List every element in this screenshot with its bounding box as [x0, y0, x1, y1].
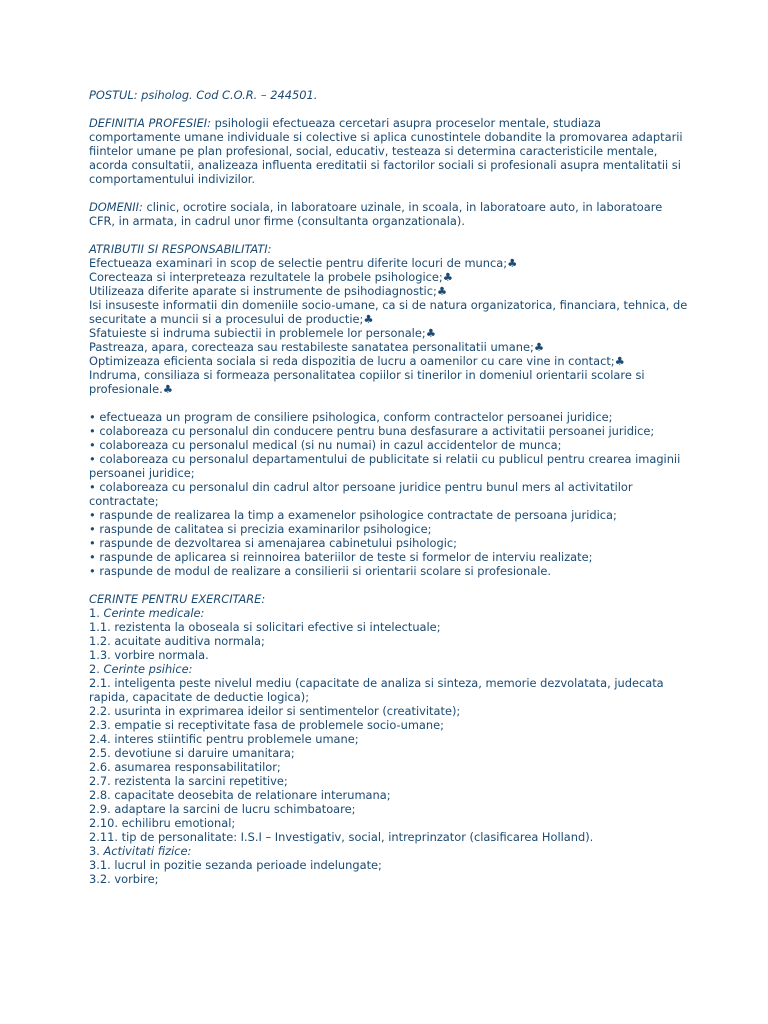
requirement-item: 2.3. empatie si receptivitate fasa de problemele socio-umane; — [89, 718, 444, 732]
requirement-item: 2.4. interes stiintific pentru problemele umane; — [89, 732, 359, 746]
bullet-icon: • — [89, 564, 96, 578]
group-title: 2. Cerinte psihice: — [89, 662, 193, 676]
requirement-item: 1.2. acuitate auditiva normala; — [89, 634, 265, 648]
bullet-item: • raspunde de calitatea si precizia examinarilor psihologice; — [89, 522, 432, 536]
duty-item: Optimizeaza eficienta sociala si reda dispozitia de lucru a oamenilor cu care vine in contact;♣ — [89, 354, 625, 368]
bullet-icon: • — [89, 410, 96, 424]
document-body — [89, 88, 689, 886]
duty-item: Utilizeaza diferite aparate si instrumente de psihodiagnostic;♣ — [89, 284, 448, 298]
duty-item: Isi insuseste informatii din domeniile socio-umane, ca si de natura organizatorica, financiara, tehnica, de securitate a muncii si a procesului de productie;♣ — [89, 298, 688, 326]
duty-item: Indruma, consiliaza si formeaza personalitatea copiilor si tinerilor in domeniul orientarii scolare si profesionale.♣ — [89, 368, 645, 396]
bullet-item: • colaboreaza cu personalul medical (si nu numai) in cazul accidentelor de munca; — [89, 438, 562, 452]
club-icon: ♣ — [533, 340, 545, 354]
duty-item: Corecteaza si interpreteaza rezultatele la probele psihologice;♣ — [89, 270, 453, 284]
requirement-group-physical — [89, 844, 689, 886]
requirement-item: 3.2. vorbire; — [89, 872, 159, 886]
bullet-icon: • — [89, 452, 96, 466]
requirement-item: 2.11. tip de personalitate: I.S.I – Investigativ, social, intreprinzator (clasificarea Holland). — [89, 830, 594, 844]
domains-paragraph — [89, 200, 689, 228]
requirement-item: 2.9. adaptare la sarcini de lucru schimbatoare; — [89, 802, 356, 816]
domains-text: clinic, ocrotire sociala, in laboratoare uzinale, in scoala, in laboratoare auto, in laboratoare CFR, in armata, in cadrul unor firme (consultanta organzationala). — [89, 200, 663, 228]
bullet-icon: • — [89, 522, 96, 536]
requirement-item: 3.1. lucrul in pozitie sezanda perioade indelungate; — [89, 858, 382, 872]
club-icon: ♣ — [507, 256, 518, 270]
duties-list — [89, 256, 689, 396]
duties-heading: ATRIBUTII SI RESPONSABILITATI: — [89, 242, 272, 256]
club-icon: ♣ — [442, 270, 453, 284]
bullet-item: • colaboreaza cu personalul din cadrul altor persoane juridice pentru bunul mers al activitatilor contractate; — [89, 480, 633, 508]
bullet-item: • colaboreaza cu personalul departamentului de publicitate si relatii cu publicul pentru crearea imaginii persoanei juridice; — [89, 452, 681, 480]
requirement-item: 1.1. rezistenta la oboseala si solicitari efective si intelectuale; — [89, 620, 441, 634]
requirement-group-psychic — [89, 662, 689, 844]
bullet-item: • raspunde de modul de realizare a consilierii si orientarii scolare si profesionale. — [89, 564, 552, 578]
club-icon: ♣ — [162, 382, 173, 396]
bullet-item: • efectueaza un program de consiliere psihologica, conform contractelor persoanei juridice; — [89, 410, 613, 424]
bullet-icon: • — [89, 438, 96, 452]
bullet-icon: • — [89, 508, 96, 522]
domains-label: DOMENII: — [89, 200, 143, 214]
requirement-item: 2.2. usurinta in exprimarea ideilor si sentimentelor (creativitate); — [89, 704, 461, 718]
bullet-icon: • — [89, 536, 96, 550]
requirement-item: 2.8. capacitate deosebita de relationare interumana; — [89, 788, 391, 802]
bullet-item: • colaboreaza cu personalul din conducere pentru buna desfasurare a activitatii persoanei juridice; — [89, 424, 655, 438]
requirement-group-medical — [89, 606, 689, 662]
requirement-item: 1.3. vorbire normala. — [89, 648, 209, 662]
club-icon: ♣ — [436, 284, 448, 298]
definition-paragraph — [89, 116, 689, 186]
club-icon: ♣ — [614, 354, 625, 368]
bullet-list — [89, 410, 689, 578]
bullet-icon: • — [89, 480, 96, 494]
duty-item: Sfatuieste si indruma subiectii in problemele lor personale;♣ — [89, 326, 436, 340]
requirements-heading: CERINTE PENTRU EXERCITARE: — [89, 592, 266, 606]
group-title: 1. Cerinte medicale: — [89, 606, 205, 620]
definition-text: psihologii efectueaza cercetari asupra proceselor mentale, studiaza comportamente umane individuale si colective si aplica cunostintele dobandite la promovarea adaptarii fiintelor umane pe plan profesional, social, educativ, testeaza si determina caracteristicile mentale, acorda consultatii, analizeaza influenta ereditatii si factorilor sociali si profesionali asupra mentalitatii si comportamentului indivizilor. — [89, 116, 683, 186]
bullet-icon: • — [89, 550, 96, 564]
club-icon: ♣ — [425, 326, 436, 340]
bullet-icon: • — [89, 424, 96, 438]
bullet-item: • raspunde de aplicarea si reinnoirea bateriilor de teste si formelor de interviu realizate; — [89, 550, 593, 564]
post-title: POSTUL: psiholog. Cod C.O.R. – 244501. — [89, 88, 318, 102]
club-icon: ♣ — [363, 312, 374, 326]
requirement-item: 2.10. echilibru emotional; — [89, 816, 236, 830]
requirement-item: 2.7. rezistenta la sarcini repetitive; — [89, 774, 288, 788]
bullet-item: • raspunde de dezvoltarea si amenajarea cabinetului psihologic; — [89, 536, 457, 550]
group-title: 3. Activitati fizice: — [89, 844, 192, 858]
duty-item: Efectueaza examinari in scop de selectie pentru diferite locuri de munca;♣ — [89, 256, 518, 270]
definition-label: DEFINITIA PROFESIEI: — [89, 116, 211, 130]
duty-item: Pastreaza, apara, corecteaza sau restabileste sanatatea personalitatii umane;♣ — [89, 340, 545, 354]
requirement-item: 2.5. devotiune si daruire umanitara; — [89, 746, 295, 760]
requirement-item: 2.1. inteligenta peste nivelul mediu (capacitate de analiza si sinteza, memorie dezvolatata, judecata rapida, capacitate de deductie logica); — [89, 676, 664, 704]
bullet-item: • raspunde de realizarea la timp a examenelor psihologice contractate de persoana juridica; — [89, 508, 617, 522]
requirement-item: 2.6. asumarea responsabilitatilor; — [89, 760, 281, 774]
